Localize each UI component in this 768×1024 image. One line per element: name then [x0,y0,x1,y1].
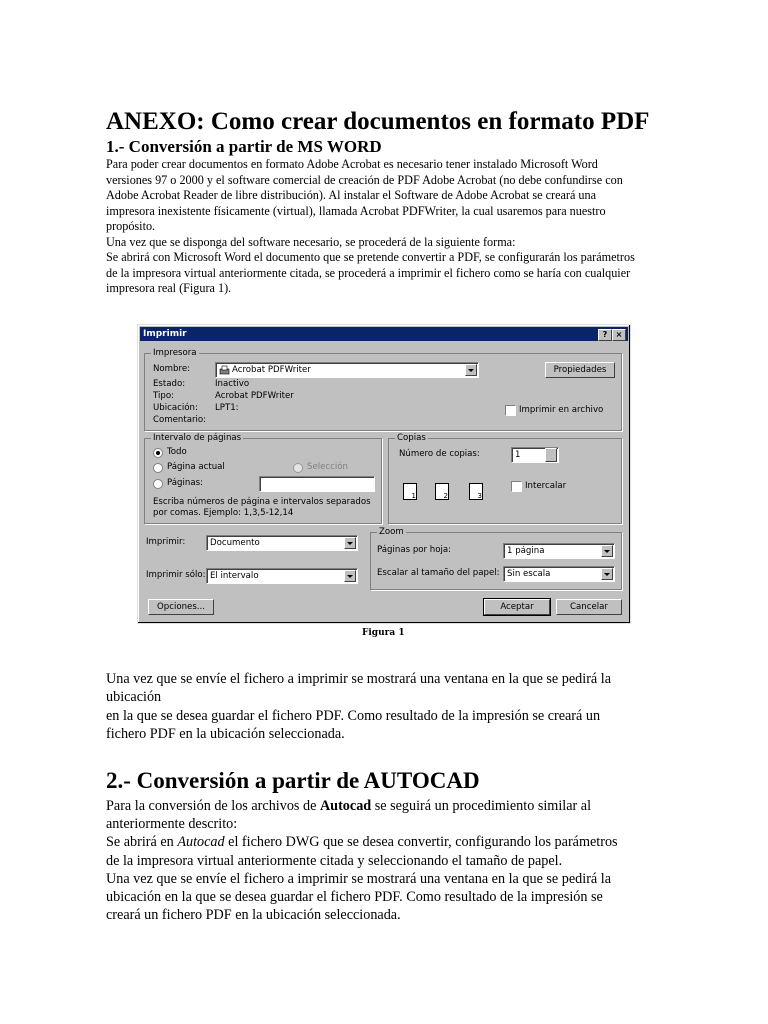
print-only-label: Imprimir sólo: [146,570,206,580]
name-label: Nombre: [153,364,191,374]
pages-per-sheet-select[interactable] [503,543,615,559]
text-line: Se abrirá en Autocad el fichero DWG que se desea convertir, configurando los parámetros [106,834,618,851]
text-line: creará un fichero PDF en la ubicación seleccionada. [106,907,401,924]
page-stack-icon: 3 [469,483,483,500]
scale-select[interactable] [503,566,615,582]
text-line: Una vez que se envíe el fichero a imprimir se mostrará una ventana en la que se pedirá la [106,671,612,687]
print-to-file-checkbox[interactable] [505,405,516,416]
text-line: de la impresora virtual anteriormente citada, se procederá a imprimir el fichero como se haría con cualquier [106,265,631,280]
radio-pages-label: Páginas: [167,478,203,488]
text-line: fichero PDF en la ubicación seleccionada. [106,725,345,742]
chevron-down-icon[interactable] [601,545,613,557]
pages-input[interactable] [259,476,375,492]
range-hint-line1: Escriba números de página e intervalos separados [153,497,371,507]
print-dialog [137,324,631,624]
print-to-file-label: Imprimir en archivo [519,405,604,415]
radio-selection-label: Selección [307,462,348,472]
radio-pages[interactable] [153,479,163,489]
chevron-down-icon[interactable] [601,568,613,580]
cancel-button[interactable]: Cancelar [556,599,622,615]
autocad-bold: Autocad [319,798,372,814]
text-line: Una vez que se envíe el fichero a imprimir se mostrará una ventana en la que se pedirá la [106,870,612,887]
scale-label: Escalar al tamaño del papel: [377,568,500,578]
print-only-select[interactable] [206,568,358,584]
dialog-title: Imprimir [143,329,187,339]
page-stack-icon [409,479,421,494]
range-hint-line2: por comas. Ejemplo: 1,3,5-12,14 [153,508,294,518]
section1-after-paragraph [106,670,666,743]
num-copies-input[interactable] [511,447,559,463]
chevron-down-icon[interactable] [344,570,356,582]
text-line: impresora real (Figura 1). [106,281,232,295]
pages-per-sheet-value: 1 página [507,546,545,556]
text-line: Para poder crear documentos en formato Adobe Acrobat es necesario tener instalado Microsoft Word [106,157,598,171]
text-line: ubicación en la que se desea guardar el fichero PDF. Como resultado de la impresión se [106,889,603,906]
text-line: propósito. [106,219,156,233]
printer-icon [219,365,230,375]
print-what-select[interactable] [206,535,358,551]
print-only-value: El intervalo [210,571,259,581]
collate-checkbox[interactable] [511,481,522,492]
num-copies-value: 1 [515,450,521,460]
printer-group-title: Impresora [153,348,197,358]
copies-group [388,433,622,524]
page-stack-icon: 2 [435,483,449,500]
copies-spinner[interactable] [545,448,557,462]
close-button[interactable]: × [612,329,626,341]
text-line: Una vez que se disponga del software necesario, se procederá de la siguiente forma: [106,234,516,249]
dialog-titlebar [140,327,628,341]
chevron-down-icon[interactable] [465,364,477,376]
text-line: de la impresora virtual anteriormente citada y seleccionando el tamaño de papel. [106,852,563,869]
text-line: anteriormente descrito: [106,816,238,833]
section1-paragraph [106,157,666,297]
figure-caption: Figura 1 [362,628,405,638]
text-line: versiones 97 o 2000 y el software comercial de creación de PDF Adobe Acrobat (no debe confundirse con [106,172,623,187]
printer-name-value: Acrobat PDFWriter [232,365,311,375]
print-label: Imprimir: [146,537,186,547]
text-line: Se abrirá con Microsoft Word el documento que se pretende convertir a PDF, se configurarán los parámetros [106,250,635,264]
ok-button[interactable]: Aceptar [484,599,550,615]
text-line: Adobe Acrobat Reader de libre distribución). Al instalar el Software de Adobe Acrobat se creará una [106,188,597,202]
zoom-group-title: Zoom [379,527,404,537]
section2-paragraph [106,797,666,924]
autocad-italic: Autocad [177,834,225,851]
section2-heading: 2.- Conversión a partir de AUTOCAD [106,768,480,793]
text-line: Para la conversión de los archivos de Autocad se seguirá un procedimiento similar al [106,798,592,814]
printer-group [144,348,622,431]
properties-button[interactable]: Propiedades [545,362,615,378]
type-value: Acrobat PDFWriter [215,391,294,401]
collate-label: Intercalar [525,481,567,491]
section1-heading: 1.- Conversión a partir de MS WORD [106,137,382,156]
print-what-value: Documento [210,538,260,548]
options-button[interactable]: Opciones... [148,599,214,615]
help-button[interactable]: ? [598,329,612,341]
zoom-group [370,527,622,590]
radio-all[interactable] [153,448,163,458]
page-range-title: Intervalo de páginas [153,433,242,443]
radio-current-page-label: Página actual [167,462,225,472]
comment-label: Comentario: [153,415,207,425]
location-value: LPT1: [215,403,239,413]
num-copies-label: Número de copias: [399,449,480,459]
radio-all-label: Todo [167,447,187,457]
type-label: Tipo: [153,391,174,401]
text-line: ubicación [106,689,162,706]
scale-value: Sin escala [507,569,551,579]
radio-selection[interactable] [293,463,303,473]
status-value: Inactivo [215,379,250,389]
text-line: impresora inexistente físicamente (virtual), llamada Acrobat PDFWriter, la cual usaremos para nuestro [106,203,606,218]
page-stack-icon: 1 [403,483,417,500]
text-line: en la que se desea guardar el fichero PDF. Como resultado de la impresión se creará un [106,707,601,724]
copies-group-title: Copias [397,433,426,443]
document-title: ANEXO: Como crear documentos en formato PDF [106,108,650,135]
status-label: Estado: [153,379,186,389]
radio-current-page[interactable] [153,463,163,473]
chevron-down-icon[interactable] [344,537,356,549]
page-range-group [144,433,382,524]
location-label: Ubicación: [153,403,198,413]
printer-name-select[interactable] [215,362,479,378]
pages-per-sheet-label: Páginas por hoja: [377,545,452,555]
